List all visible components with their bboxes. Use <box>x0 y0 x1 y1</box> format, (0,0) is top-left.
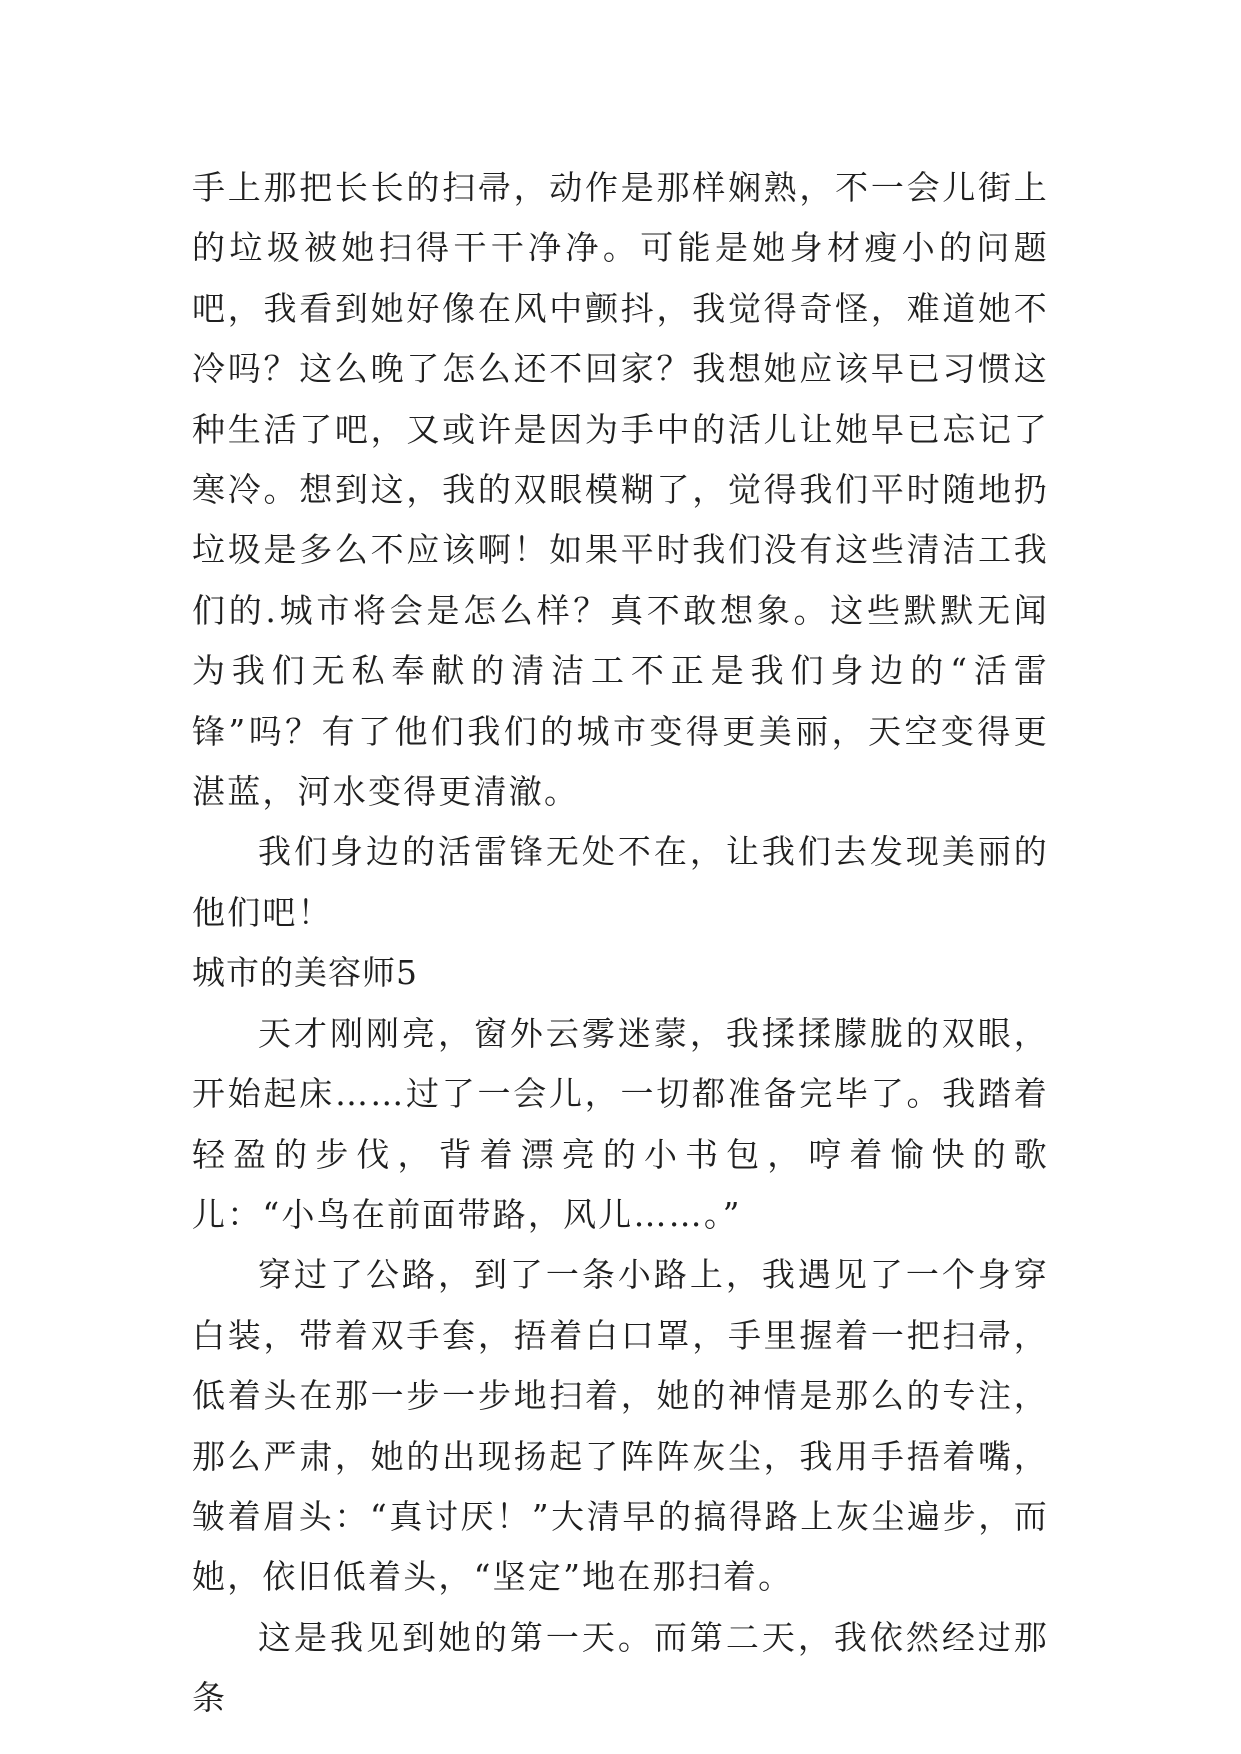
paragraph-meeting-cleaner: 穿过了公路，到了一条小路上，我遇见了一个身穿白装，带着双手套，捂着白口罩，手里握着一把扫帚，低着头在那一步一步地扫着，她的神情是那么的专注，那么严肃，她的出现扬起了阵阵灰尘，我用手捂着嘴，皱着眉头：“真讨厌！”大清早的搞得路上灰尘遍步，而她，依旧低着头，“坚定”地在那扫着。 <box>192 1255 1049 1597</box>
paragraph-living-lei-feng: 我们身边的活雷锋无处不在，让我们去发现美丽的他们吧！ <box>192 832 1049 932</box>
paragraph-first-day: 这是我见到她的第一天。而第二天，我依然经过那条 <box>192 1617 1049 1718</box>
document-body <box>192 158 1049 1729</box>
paragraph-morning: 天才刚刚亮，窗外云雾迷蒙，我揉揉朦胧的双眼，开始起床……过了一会儿，一切都准备完毕了。我踏着轻盈的步伐，背着漂亮的小书包，哼着愉快的歌儿：“小鸟在前面带路，风儿……。” <box>192 1013 1049 1234</box>
paragraph-cleaner-evening: 手上那把长长的扫帚，动作是那样娴熟，不一会儿街上的垃圾被她扫得干干净净。可能是她身材瘦小的问题吧，我看到她好像在风中颤抖，我觉得奇怪，难道她不冷吗？这么晚了怎么还不回家？我想她应该早已习惯这种生活了吧，又或许是因为手中的活儿让她早已忘记了寒冷。想到这，我的双眼模糊了，觉得我们平时随地扔垃圾是多么不应该啊！如果平时我们没有这些清洁工我们的.城市将会是怎么样？真不敢想象。这些默默无闻为我们无私奉献的清洁工不正是我们身边的“活雷锋”吗？有了他们我们的城市变得更美丽，天空变得更湛蓝，河水变得更清澈。 <box>192 168 1049 812</box>
section-heading: 城市的美容师5 <box>192 953 418 993</box>
